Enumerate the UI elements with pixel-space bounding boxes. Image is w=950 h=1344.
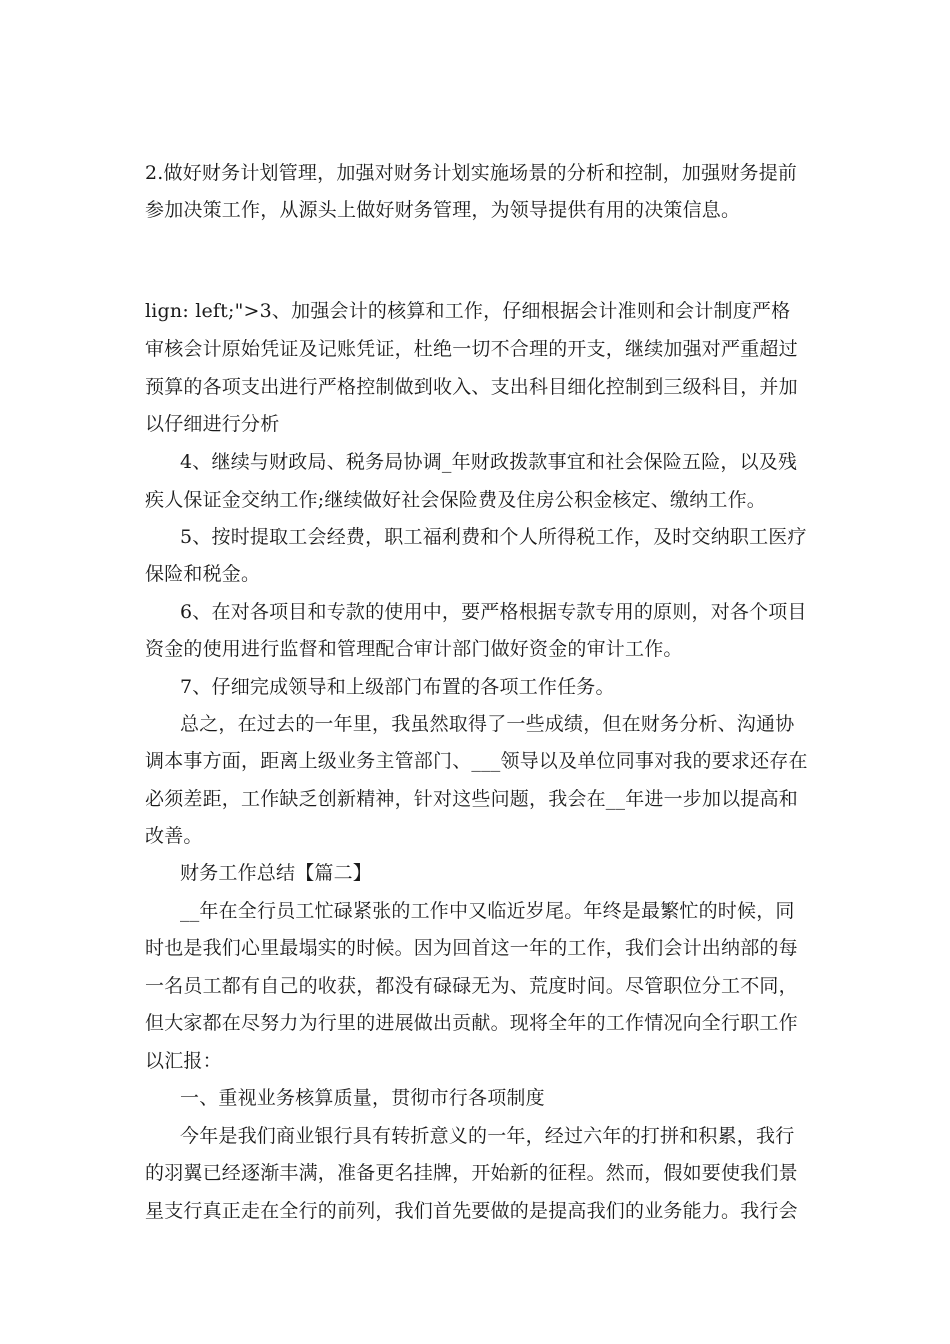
text-line: 审核会计原始凭证及记账凭证，杜绝一切不合理的开支，继续加强对严重超过	[145, 338, 798, 360]
text-line: 一名员工都有自己的收获，都没有碌碌无为、荒度时间。尽管职位分工不同，	[145, 975, 798, 997]
text-line: 预算的各项支出进行严格控制做到收入、支出科目细化控制到三级科目，并加	[145, 376, 798, 398]
text-line: 5、按时提取工会经费，职工福利费和个人所得税工作，及时交纳职工医疗	[180, 526, 807, 548]
text-line: 疾人保证金交纳工作;继续做好社会保险费及住房公积金核定、缴纳工作。	[145, 489, 767, 511]
text-line: __年在全行员工忙碌紧张的工作中又临近岁尾。年终是最繁忙的时候，同	[180, 900, 795, 922]
text-line: 以仔细进行分析	[145, 413, 280, 435]
text-line: 改善。	[145, 825, 203, 847]
text-line: 资金的使用进行监督和管理配合审计部门做好资金的审计工作。	[145, 638, 683, 660]
text-line: 调本事方面，距离上级业务主管部门、___领导以及单位同事对我的要求还存在	[145, 750, 808, 772]
text-line: 2.做好财务计划管理，加强对财务计划实施场景的分析和控制，加强财务提前	[145, 162, 798, 184]
text-line: 6、在对各项目和专款的使用中，要严格根据专款专用的原则，对各个项目	[180, 601, 807, 623]
text-line: 的羽翼已经逐渐丰满，准备更名挂牌，开始新的征程。然而，假如要使我们景	[145, 1162, 798, 1184]
text-line: 星支行真正走在全行的前列，我们首先要做的是提高我们的业务能力。我行会	[145, 1200, 798, 1222]
text-line: 以汇报：	[145, 1050, 222, 1072]
subsection-heading: 一、重视业务核算质量，贯彻市行各项制度	[180, 1087, 545, 1109]
text-line: 必须差距，工作缺乏创新精神，针对这些问题，我会在__年进一步加以提高和	[145, 788, 799, 810]
text-line: lign: left;">3、加强会计的核算和工作，仔细根据会计准则和会计制度严格	[145, 300, 791, 322]
text-line: 今年是我们商业银行具有转折意义的一年，经过六年的打拼和积累，我行	[180, 1125, 795, 1147]
text-line: 保险和税金。	[145, 563, 261, 585]
text-line: 7、仔细完成领导和上级部门布置的各项工作任务。	[180, 676, 615, 698]
text-line: 4、继续与财政局、税务局协调_年财政拨款事宜和社会保险五险，以及残	[180, 451, 798, 473]
text-line: 时也是我们心里最塌实的时候。因为回首这一年的工作，我们会计出纳部的每	[145, 937, 798, 959]
section-heading: 财务工作总结【篇二】	[180, 862, 373, 884]
text-line: 参加决策工作，从源头上做好财务管理，为领导提供有用的决策信息。	[145, 199, 741, 221]
text-line: 总之，在过去的一年里，我虽然取得了一些成绩，但在财务分析、沟通协	[180, 713, 795, 735]
text-line: 但大家都在尽努力为行里的进展做出贡献。现将全年的工作情况向全行职工作	[145, 1012, 798, 1034]
